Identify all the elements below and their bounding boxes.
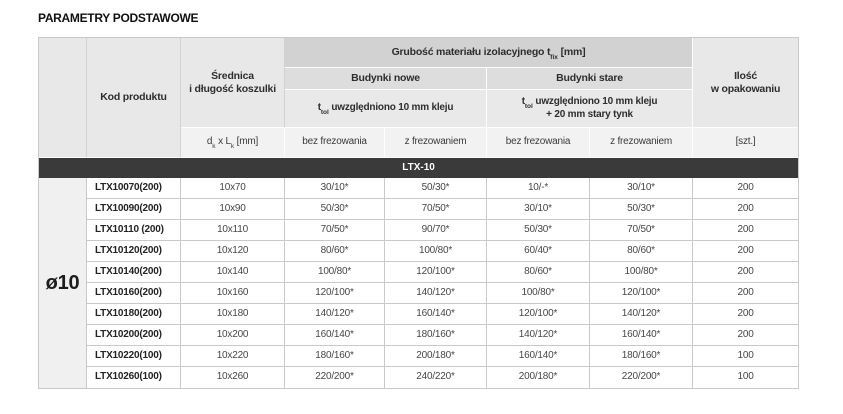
value-cell: 160/140*: [590, 325, 693, 346]
group-band-ltx10: LTX-10: [39, 158, 798, 178]
table-row: [39, 199, 798, 220]
value-cell: 120/100*: [487, 304, 590, 325]
value-cell: 70/50*: [385, 199, 487, 220]
header-product-code: Kod produktu: [87, 38, 181, 158]
value-cell: 140/120*: [285, 304, 385, 325]
value-cell: 80/60*: [285, 241, 385, 262]
value-cell: 180/160*: [590, 346, 693, 367]
header-srednica-line2: i długość koszulki: [189, 82, 276, 95]
qty-cell: 200: [693, 220, 798, 241]
product-code-cell: LTX10140(200): [87, 262, 181, 283]
size-cell: 10x120: [181, 241, 285, 262]
header-old-buildings: Budynki stare: [487, 68, 693, 90]
value-cell: 140/120*: [487, 325, 590, 346]
qty-cell: 200: [693, 262, 798, 283]
qty-cell: 200: [693, 304, 798, 325]
size-cell: 10x200: [181, 325, 285, 346]
value-cell: 100/80*: [385, 241, 487, 262]
diameter-column-header: [39, 38, 87, 158]
diameter-cell: ø10: [39, 178, 87, 388]
product-code-cell: LTX10180(200): [87, 304, 181, 325]
value-cell: 80/60*: [590, 241, 693, 262]
qty-cell: 200: [693, 241, 798, 262]
value-cell: 120/100*: [285, 283, 385, 304]
value-cell: 30/10*: [590, 178, 693, 199]
value-cell: 80/60*: [487, 262, 590, 283]
value-cell: 50/30*: [385, 178, 487, 199]
qty-cell: 200: [693, 178, 798, 199]
value-cell: 180/160*: [285, 346, 385, 367]
table-row: [39, 241, 798, 262]
table-row: [39, 325, 798, 346]
product-code-cell: LTX10160(200): [87, 283, 181, 304]
product-code-cell: LTX10070(200): [87, 178, 181, 199]
size-cell: 10x110: [181, 220, 285, 241]
value-cell: 90/70*: [385, 220, 487, 241]
header-new-buildings: Budynki nowe: [285, 68, 487, 90]
value-cell: 160/140*: [385, 304, 487, 325]
table-row: [39, 367, 798, 388]
value-cell: 160/140*: [487, 346, 590, 367]
page-title: PARAMETRY PODSTAWOWE: [38, 11, 199, 25]
value-cell: 180/160*: [385, 325, 487, 346]
value-cell: 200/180*: [385, 346, 487, 367]
product-code-cell: LTX10220(100): [87, 346, 181, 367]
header-dimension-units: $d_k$ x $L_k$ [mm]: [181, 128, 285, 158]
header-new-with-milling: z frezowaniem: [385, 128, 487, 158]
size-cell: 10x220: [181, 346, 285, 367]
header-old-with-milling: z frezowaniem: [590, 128, 693, 158]
value-cell: 160/140*: [285, 325, 385, 346]
product-table: [39, 38, 798, 388]
header-pieces-unit: [szt.]: [693, 128, 798, 158]
parameters-table: [38, 37, 799, 389]
header-insulation-thickness-group: Grubość materiału izolacyjnego $t_{fix}$ [mm]: [285, 38, 693, 68]
qty-cell: 200: [693, 325, 798, 346]
value-cell: 50/30*: [590, 199, 693, 220]
product-code-cell: LTX10120(200): [87, 241, 181, 262]
qty-cell: 200: [693, 283, 798, 304]
value-cell: 70/50*: [285, 220, 385, 241]
size-cell: 10x70: [181, 178, 285, 199]
qty-cell: 100: [693, 367, 798, 388]
header-old-without-milling: bez frezowania: [487, 128, 590, 158]
header-sleeve-dimensions: [181, 38, 285, 128]
value-cell: 200/180*: [487, 367, 590, 388]
table-row: [39, 304, 798, 325]
size-cell: 10x90: [181, 199, 285, 220]
header-new-buildings-note: $t_{tol}$ uwzględniono 10 mm kleju: [285, 90, 487, 128]
qty-cell: 200: [693, 199, 798, 220]
value-cell: 100/80*: [590, 262, 693, 283]
value-cell: 100/80*: [285, 262, 385, 283]
header-old-buildings-note: $t_{tol}$ uwzględniono 10 mm kleju + 20 mm stary tynk: [487, 90, 693, 128]
size-cell: 10x260: [181, 367, 285, 388]
value-cell: 220/200*: [590, 367, 693, 388]
value-cell: 10/-*: [487, 178, 590, 199]
value-cell: 240/220*: [385, 367, 487, 388]
size-cell: 10x160: [181, 283, 285, 304]
value-cell: 30/10*: [487, 199, 590, 220]
table-row: [39, 220, 798, 241]
value-cell: 50/30*: [285, 199, 385, 220]
value-cell: 140/120*: [385, 283, 487, 304]
product-code-cell: LTX10110 (200): [87, 220, 181, 241]
table-row: [39, 262, 798, 283]
value-cell: 120/100*: [385, 262, 487, 283]
value-cell: 30/10*: [285, 178, 385, 199]
header-srednica-line1: Średnica: [211, 69, 254, 82]
value-cell: 140/120*: [590, 304, 693, 325]
value-cell: 60/40*: [487, 241, 590, 262]
value-cell: 100/80*: [487, 283, 590, 304]
product-code-cell: LTX10200(200): [87, 325, 181, 346]
table-row: [39, 346, 798, 367]
table-row: [39, 178, 798, 199]
header-quantity-per-pack: Ilość w opakowaniu: [693, 38, 798, 128]
value-cell: 220/200*: [285, 367, 385, 388]
value-cell: 70/50*: [590, 220, 693, 241]
size-cell: 10x180: [181, 304, 285, 325]
table-row: [39, 283, 798, 304]
product-code-cell: LTX10260(100): [87, 367, 181, 388]
size-cell: 10x140: [181, 262, 285, 283]
qty-cell: 100: [693, 346, 798, 367]
header-new-without-milling: bez frezowania: [285, 128, 385, 158]
product-code-cell: LTX10090(200): [87, 199, 181, 220]
value-cell: 120/100*: [590, 283, 693, 304]
value-cell: 50/30*: [487, 220, 590, 241]
